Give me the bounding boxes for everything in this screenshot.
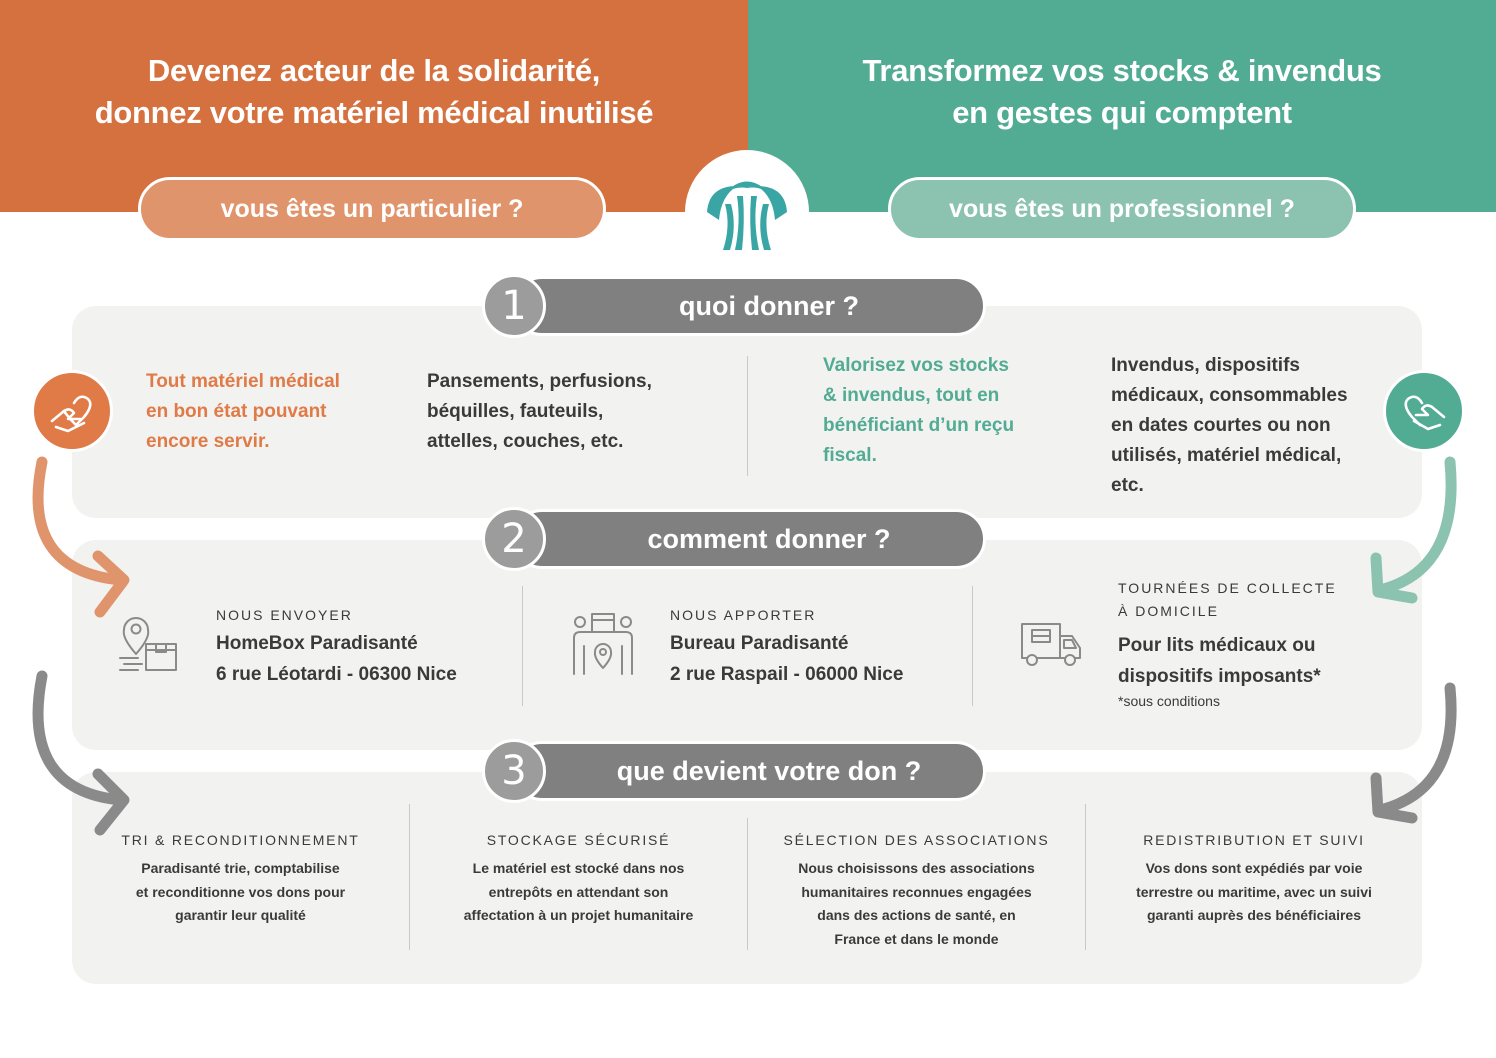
collecte-note: *sous conditions (1118, 693, 1220, 709)
delivery-truck-icon (1020, 622, 1082, 668)
selection-text: Nous choisissons des associations humanitaires reconnues engagées dans des actions de santé, en France et dans le monde (798, 860, 1035, 947)
step-1-title: quoi donner ? (512, 276, 986, 336)
step-1-number: 1 (482, 274, 546, 338)
step-1-header (482, 274, 986, 338)
header-right-title: Transformez vos stocks & invendus en gestes qui comptent (862, 53, 1382, 130)
apporter-address: Bureau Paradisanté 2 rue Raspail - 06000 Nice (670, 633, 904, 685)
divider (972, 586, 973, 706)
step-2-header (482, 507, 986, 571)
stockage-title: STOCKAGE SÉCURISÉ (486, 832, 671, 848)
step-2-title: comment donner ? (512, 509, 986, 569)
professionnel-button[interactable]: vous êtes un professionnel ? (888, 177, 1356, 241)
heart-hand-icon-right (1383, 370, 1465, 452)
particulier-list: Pansements, perfusions, béquilles, fauteuils, attelles, couches, etc. (427, 371, 652, 452)
step-3-title: que devient votre don ? (512, 741, 986, 801)
divider (522, 586, 523, 706)
header-left-title: Devenez acteur de la solidarité, donnez votre matériel médical inutilisé (94, 53, 654, 130)
apporter-label: NOUS APPORTER (670, 607, 817, 623)
particulier-button[interactable]: vous êtes un particulier ? (138, 177, 606, 241)
tri-title: TRI & RECONDITIONNEMENT (121, 832, 360, 848)
collecte-label: TOURNÉES DE COLLECTE À DOMICILE (1118, 580, 1337, 619)
step-3-number: 3 (482, 739, 546, 803)
selection-title: SÉLECTION DES ASSOCIATIONS (783, 832, 1050, 848)
pro-intro: Valorisez vos stocks & invendus, tout en bénéficiant d’un reçu fiscal. (823, 355, 1015, 466)
stockage-text: Le matériel est stocké dans nos entrepôts en attendant son affectation à un projet humanitaire (463, 860, 694, 923)
step-2-number: 2 (482, 507, 546, 571)
collecte-description: Pour lits médicaux ou dispositifs imposants* (1118, 635, 1321, 687)
redistribution-title: REDISTRIBUTION ET SUIVI (1143, 832, 1365, 848)
location-box-icon (118, 616, 180, 676)
tri-text: Paradisanté trie, comptabilise et reconditionne vos dons pour garantir leur qualité (135, 860, 346, 923)
heart-hand-icon-left (31, 370, 113, 452)
envoyer-address: HomeBox Paradisanté 6 rue Léotardi - 06300 Nice (216, 633, 457, 685)
pro-list: Invendus, dispositifs médicaux, consommables en dates courtes ou non utilisés, matériel médical, etc. (1111, 355, 1348, 496)
grey-arrow-right (1380, 688, 1451, 810)
divider (747, 356, 748, 476)
redistribution-text: Vos dons sont expédiés par voie terrestre ou maritime, avec un suivi garanti auprès des bénéficiaires (1136, 860, 1372, 923)
particulier-intro: Tout matériel médical en bon état pouvant encore servir. (146, 371, 340, 452)
envoyer-label: NOUS ENVOYER (216, 607, 353, 623)
people-carry-box-icon (570, 612, 636, 678)
step-3-header (482, 739, 986, 803)
